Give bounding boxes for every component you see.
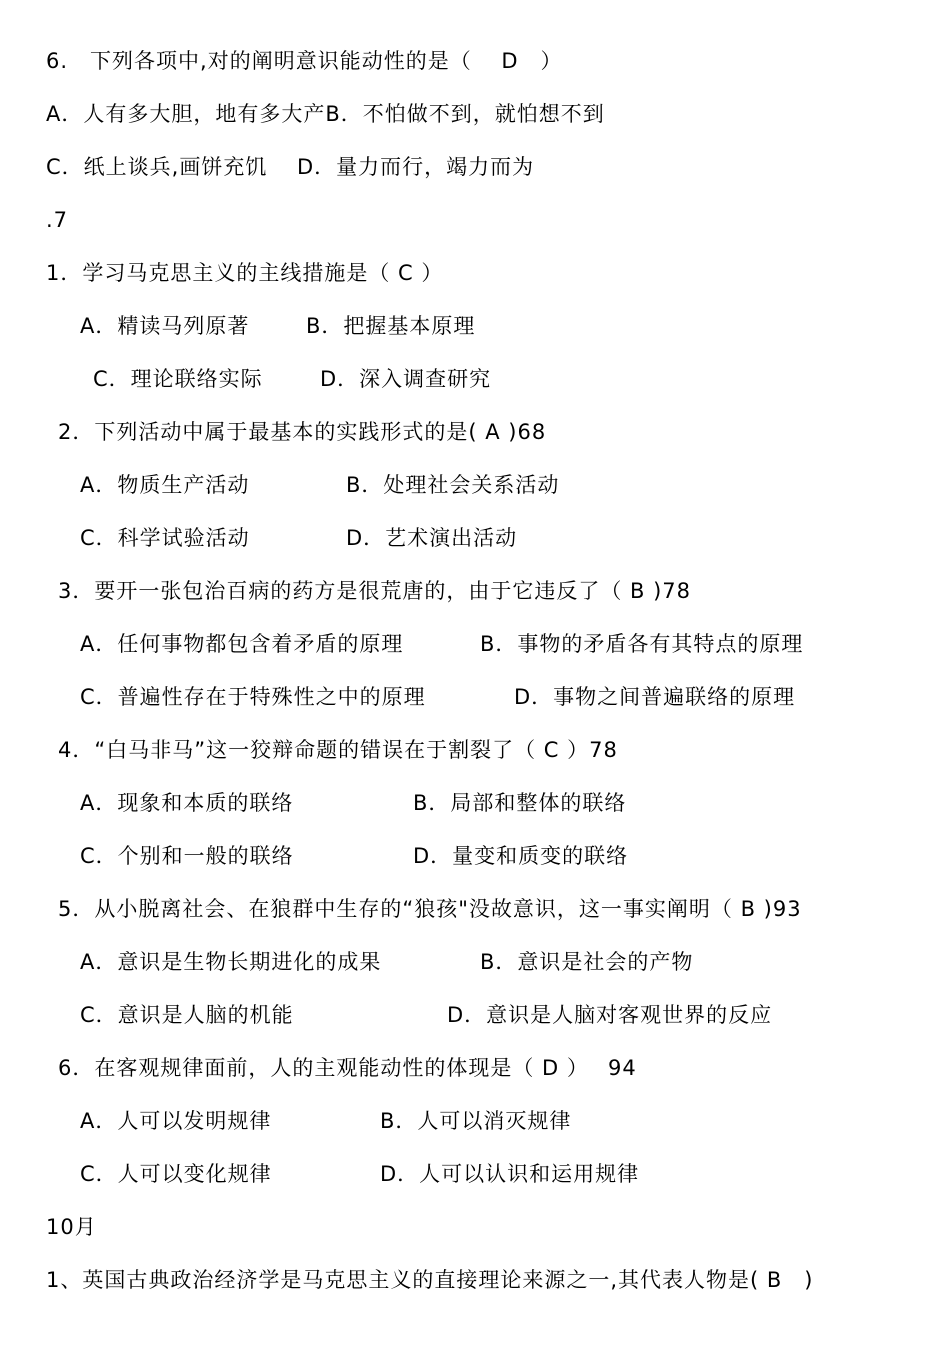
- option-b: B．局部和整体的联络: [413, 791, 627, 815]
- section-label: .7: [46, 208, 69, 232]
- question-text: 6. 下列各项中,对的阐明意识能动性的是（ D ）: [46, 49, 563, 73]
- question-text: 4．“白马非马”这一狡辩命题的错误在于割裂了（ C ）78: [58, 738, 618, 762]
- option-c: C．科学试验活动: [80, 526, 250, 550]
- option-c: C．人可以变化规律: [80, 1162, 272, 1186]
- option-b: B．处理社会关系活动: [346, 473, 560, 497]
- option-a: A．任何事物都包含着矛盾的原理: [80, 632, 404, 656]
- option-c: C．理论联络实际: [93, 367, 263, 391]
- question-text: 1、英国古典政治经济学是马克思主义的直接理论来源之一,其代表人物是( B ): [46, 1268, 814, 1292]
- option-text: C．纸上谈兵,画饼充饥 D．量力而行，竭力而为: [46, 155, 535, 179]
- option-b: B．事物的矛盾各有其特点的原理: [480, 632, 804, 656]
- option-a: A．精读马列原著: [80, 314, 250, 338]
- question-text: 3．要开一张包治百病的药方是很荒唐的，由于它违反了（ B )78: [58, 579, 692, 603]
- question-text: 6．在客观规律面前，人的主观能动性的体现是（ D ） 94: [58, 1056, 637, 1080]
- question-text: 5．从小脱离社会、在狼群中生存的“狼孩"没故意识，这一事实阐明（ B )93: [58, 897, 802, 921]
- question-1-october: [0, 1266, 814, 1350]
- option-c: C．意识是人脑的机能: [80, 1003, 294, 1027]
- option-b: B．意识是社会的产物: [480, 950, 694, 974]
- question-text: 1．学习马克思主义的主线措施是（ C ）: [46, 261, 444, 285]
- option-b: B．把握基本原理: [306, 314, 476, 338]
- option-text: A．人有多大胆，地有多大产B．不怕做不到，就怕想不到: [46, 102, 605, 126]
- question-text: 2．下列活动中属于最基本的实践形式的是( A )68: [58, 420, 547, 444]
- option-d: D．人可以认识和运用规律: [380, 1162, 640, 1186]
- option-a: A．意识是生物长期进化的成果: [80, 950, 382, 974]
- option-d: D．深入调查研究: [320, 367, 492, 391]
- option-a: A．现象和本质的联络: [80, 791, 294, 815]
- option-a: A．物质生产活动: [80, 473, 250, 497]
- option-c: C．个别和一般的联络: [80, 844, 294, 868]
- option-c: C．普遍性存在于特殊性之中的原理: [80, 685, 426, 709]
- section-label: 10月: [46, 1215, 97, 1239]
- option-b: B．人可以消灭规律: [380, 1109, 572, 1133]
- option-d: D．量变和质变的联络: [413, 844, 629, 868]
- option-d: D．事物之间普遍联络的原理: [514, 685, 796, 709]
- option-d: D．艺术演出活动: [346, 526, 518, 550]
- option-a: A．人可以发明规律: [80, 1109, 272, 1133]
- option-d: D．意识是人脑对客观世界的反应: [447, 1003, 773, 1027]
